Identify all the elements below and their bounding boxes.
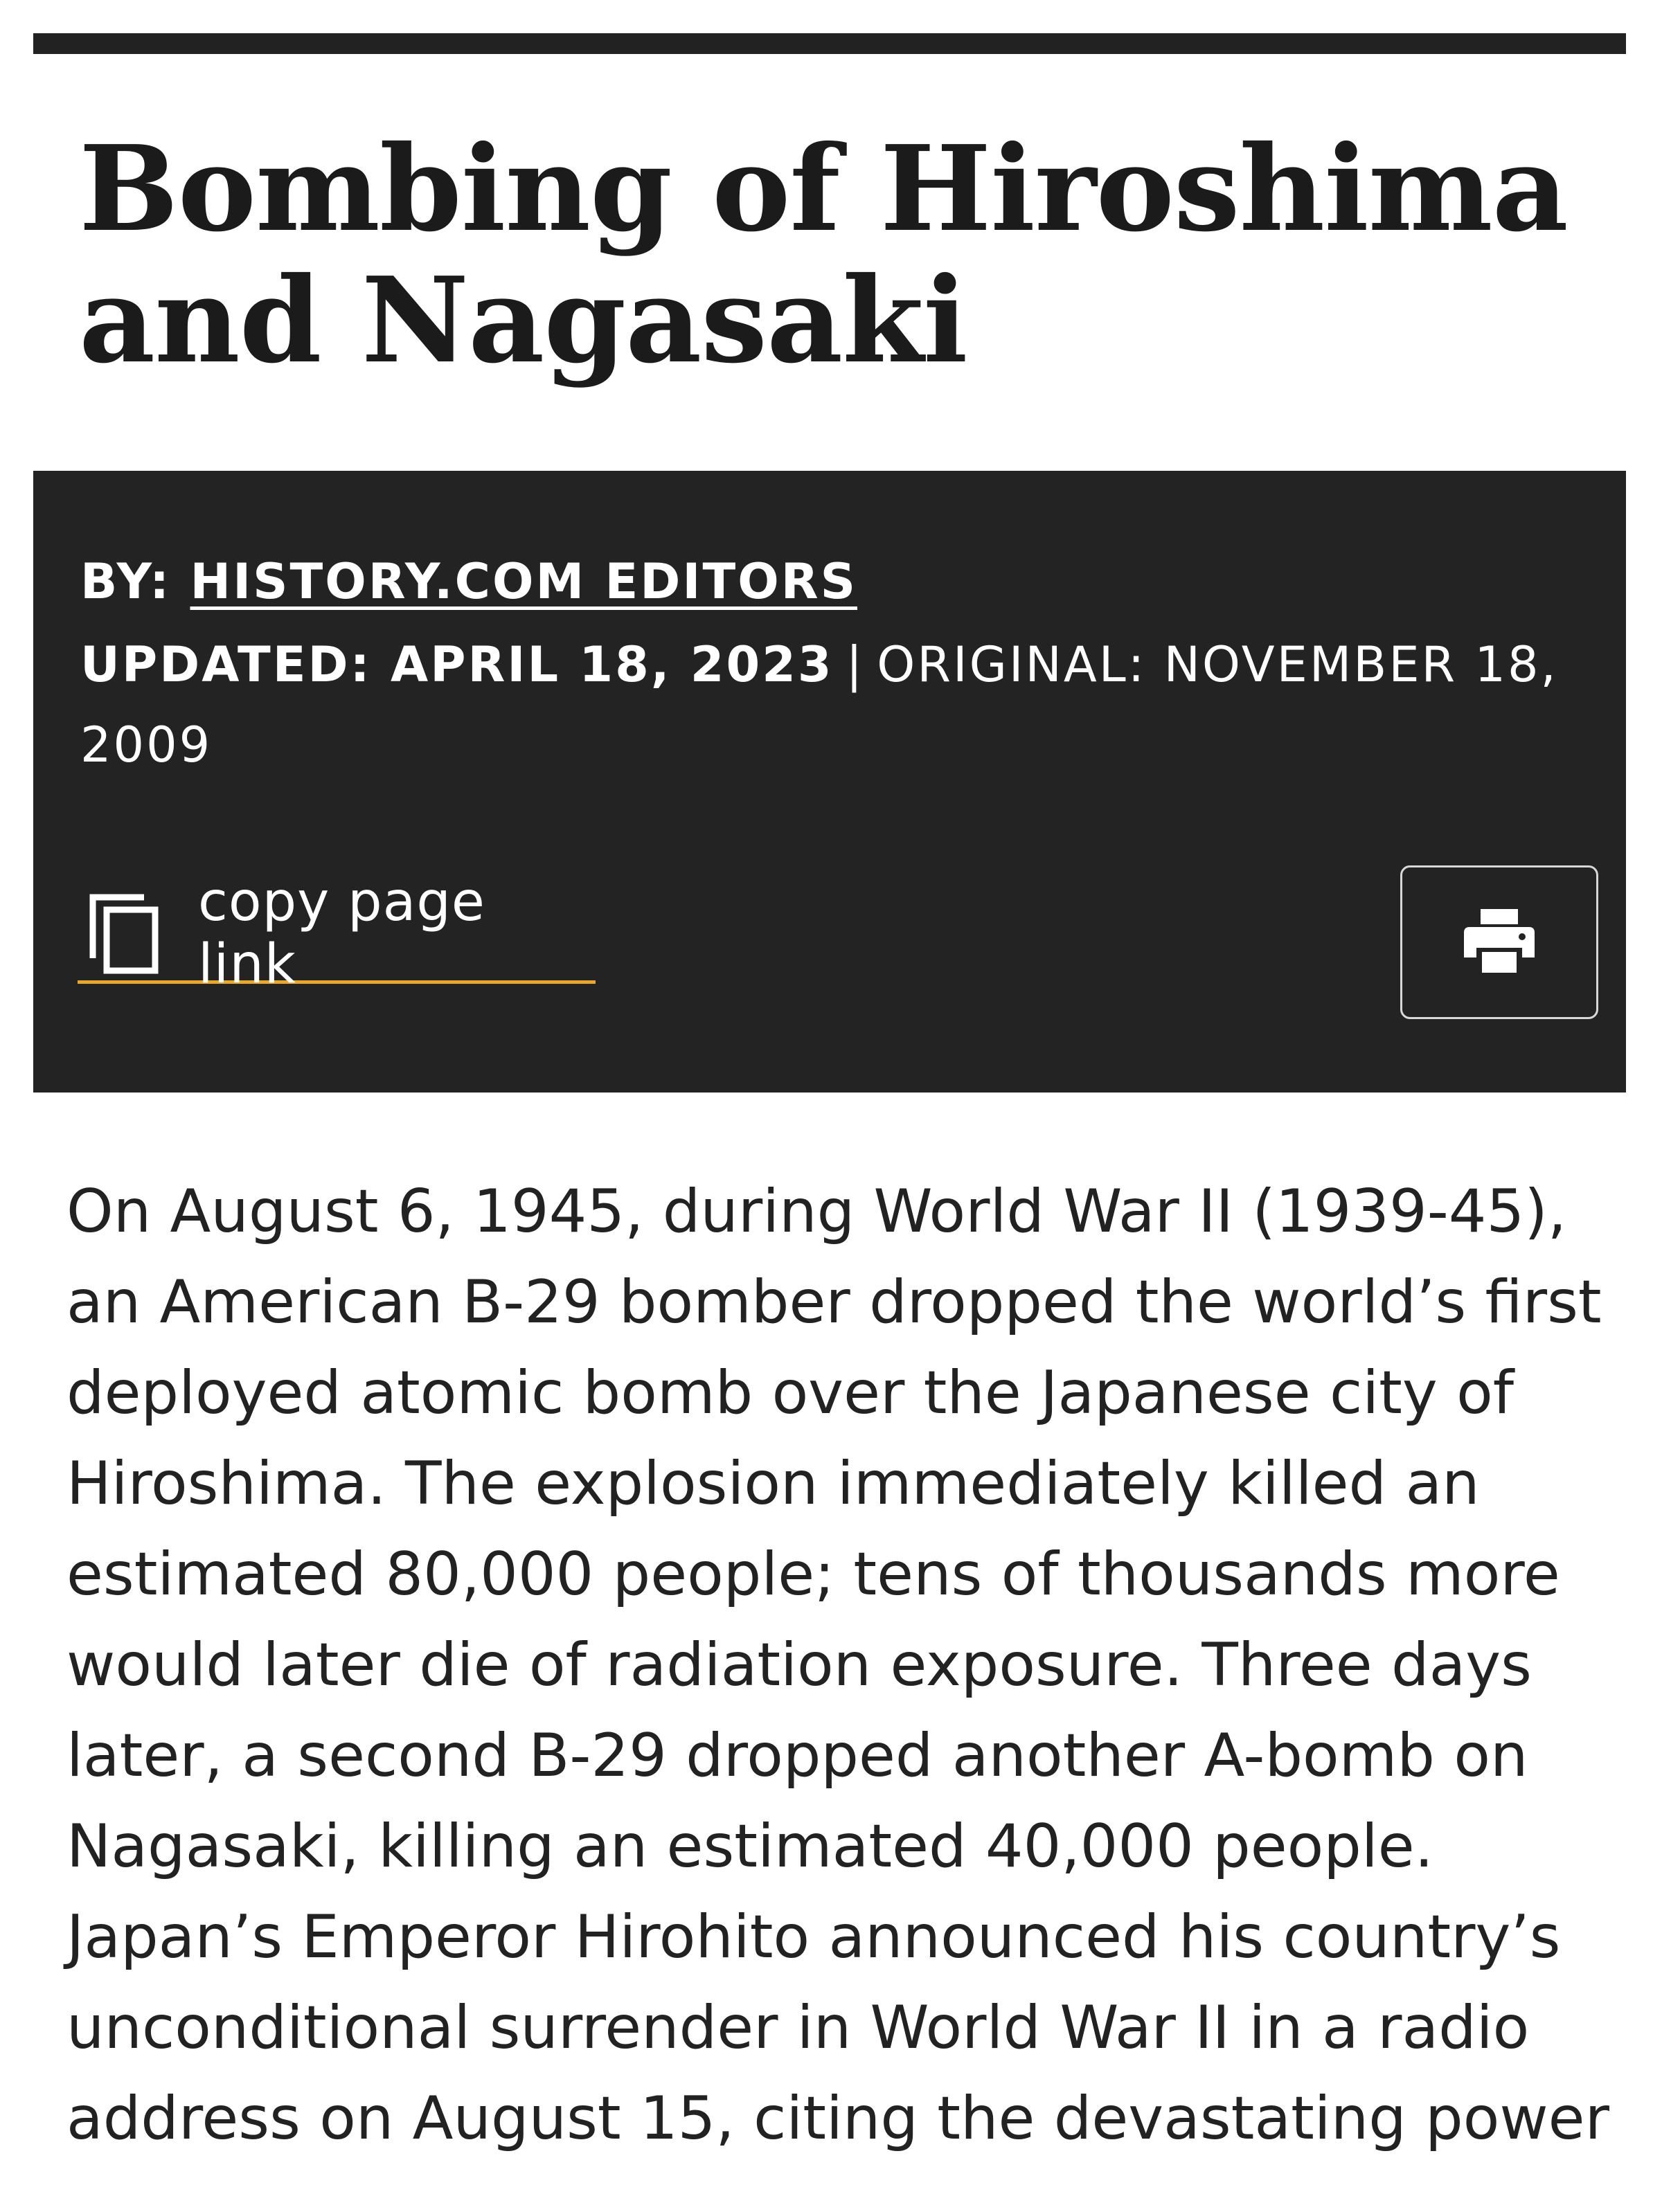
copy-page-link-label: copy page link <box>198 871 485 996</box>
top-divider <box>33 33 1626 54</box>
byline-prefix: BY: <box>80 553 172 610</box>
article-dates <box>80 624 1604 785</box>
print-icon <box>1461 906 1537 978</box>
author-link[interactable]: HISTORY.COM EDITORS <box>190 553 858 610</box>
byline <box>80 547 857 616</box>
copy-page-link-button[interactable] <box>78 871 596 996</box>
article-meta-panel <box>33 471 1626 1092</box>
print-button[interactable] <box>1400 865 1598 1019</box>
updated-date: UPDATED: APRIL 18, 2023 <box>80 636 834 693</box>
copy-icon <box>87 892 163 975</box>
page-title: Bombing of Hiroshima and Nagasaki <box>79 120 1568 390</box>
date-separator: | <box>846 636 865 693</box>
article-body: On August 6, 1945, during World War II (1939-45), an American B-29 bomber dropped the world’s first deployed atomic bomb over the Japanese city of Hiroshima. The explosion immediately killed an estimated 80,000 people; tens of thousands more would later die of radiation exposure. Three days later, a second B-29 dropped another A-bomb on Nagasaki, killing an estimated 40,000 people. Japan’s Emperor Hirohito announced his country’s unconditional surrender in World War II in a radio address on August 15, citing the devastating power <box>66 1177 1609 2153</box>
original-date: ORIGINAL: NOVEMBER 18, 2009 <box>80 636 1558 773</box>
